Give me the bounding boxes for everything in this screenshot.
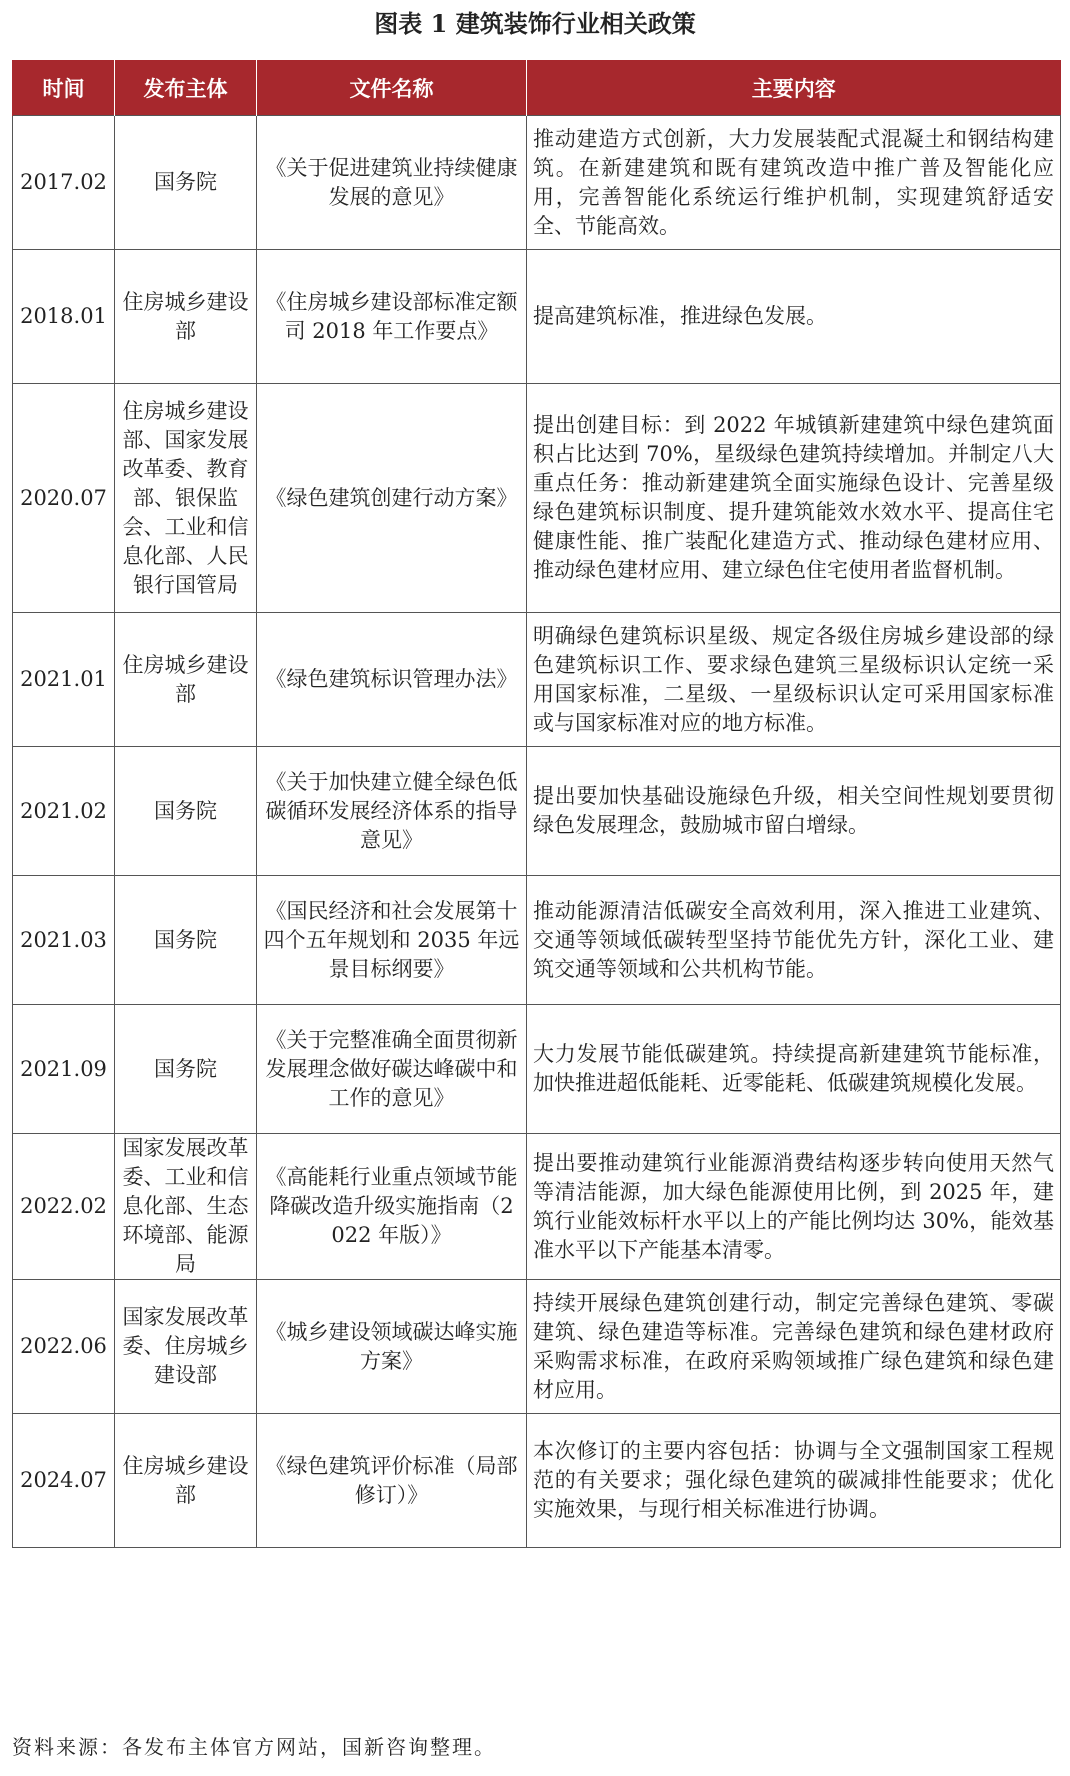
cell-time: 2018.01 [13,250,115,384]
table-row [13,747,1061,876]
cell-document: 《关于加快建立健全绿色低碳循环发展经济体系的指导意见》 [257,747,527,876]
cell-issuer: 国务院 [115,1005,257,1134]
header-issuer: 发布主体 [115,60,257,116]
cell-time: 2022.06 [13,1280,115,1414]
table-header-row [13,60,1061,116]
table-row [13,1134,1061,1280]
cell-issuer: 住房城乡建设部 [115,250,257,384]
policy-table [12,60,1061,1548]
cell-content: 明确绿色建筑标识星级、规定各级住房城乡建设部的绿色建筑标识工作、要求绿色建筑三星级标识认定统一采用国家标准，二星级、一星级标识认定可采用国家标准或与国家标准对应的地方标准。 [527,613,1061,747]
cell-issuer: 住房城乡建设部、国家发展改革委、教育部、银保监会、工业和信息化部、人民银行国管局 [115,384,257,613]
cell-content: 提出创建目标：到 2022 年城镇新建建筑中绿色建筑面积占比达到 70%，星级绿色建筑持续增加。并制定八大重点任务：推动新建建筑全面实施绿色设计、完善星级绿色建筑标识制度、提升建筑能效水效水平、提高住宅健康性能、推广装配化建造方式、推动绿色建材应用、推动绿色建材应用、建立绿色住宅使用者监督机制。 [527,384,1061,613]
table-title: 图表 1 建筑装饰行业相关政策 [374,9,696,38]
cell-issuer: 国务院 [115,747,257,876]
cell-document: 《住房城乡建设部标准定额司 2018 年工作要点》 [257,250,527,384]
cell-time: 2022.02 [13,1134,115,1280]
table-row [13,1414,1061,1548]
header-document: 文件名称 [257,60,527,116]
cell-document: 《绿色建筑评价标准（局部修订）》 [257,1414,527,1548]
cell-content: 本次修订的主要内容包括：协调与全文强制国家工程规范的有关要求；强化绿色建筑的碳减排性能要求；优化实施效果，与现行相关标准进行协调。 [527,1414,1061,1548]
cell-document: 《关于促进建筑业持续健康发展的意见》 [257,116,527,250]
header-content: 主要内容 [527,60,1061,116]
cell-content: 持续开展绿色建筑创建行动，制定完善绿色建筑、零碳建筑、绿色建造等标准。完善绿色建筑和绿色建材政府采购需求标准，在政府采购领域推广绿色建筑和绿色建材应用。 [527,1280,1061,1414]
cell-document: 《国民经济和社会发展第十四个五年规划和 2035 年远景目标纲要》 [257,876,527,1005]
header-time: 时间 [13,60,115,116]
table-row [13,1005,1061,1134]
cell-issuer: 国家发展改革委、工业和信息化部、生态环境部、能源局 [115,1134,257,1280]
cell-content: 大力发展节能低碳建筑。持续提高新建建筑节能标准，加快推进超低能耗、近零能耗、低碳建筑规模化发展。 [527,1005,1061,1134]
cell-issuer: 国家发展改革委、住房城乡建设部 [115,1280,257,1414]
cell-document: 《关于完整准确全面贯彻新发展理念做好碳达峰碳中和工作的意见》 [257,1005,527,1134]
table-row [13,876,1061,1005]
table-row [13,384,1061,613]
cell-content: 提出要推动建筑行业能源消费结构逐步转向使用天然气等清洁能源，加大绿色能源使用比例，到 2025 年，建筑行业能效标杆水平以上的产能比例均达 30%，能效基准水平以下产能基本清零。 [527,1134,1061,1280]
cell-document: 《绿色建筑创建行动方案》 [257,384,527,613]
cell-issuer: 住房城乡建设部 [115,1414,257,1548]
cell-time: 2020.07 [13,384,115,613]
source-note: 资料来源：各发布主体官方网站，国新咨询整理。 [12,1735,496,1759]
table-row [13,613,1061,747]
cell-issuer: 国务院 [115,876,257,1005]
cell-time: 2021.01 [13,613,115,747]
cell-content: 提高建筑标准，推进绿色发展。 [527,250,1061,384]
cell-issuer: 国务院 [115,116,257,250]
cell-document: 《城乡建设领域碳达峰实施方案》 [257,1280,527,1414]
cell-time: 2021.02 [13,747,115,876]
cell-time: 2021.03 [13,876,115,1005]
cell-time: 2024.07 [13,1414,115,1548]
table-row [13,250,1061,384]
cell-document: 《绿色建筑标识管理办法》 [257,613,527,747]
cell-issuer: 住房城乡建设部 [115,613,257,747]
cell-time: 2017.02 [13,116,115,250]
table-row [13,1280,1061,1414]
cell-content: 提出要加快基础设施绿色升级，相关空间性规划要贯彻绿色发展理念，鼓励城市留白增绿。 [527,747,1061,876]
table-row [13,116,1061,250]
cell-document: 《高能耗行业重点领域节能降碳改造升级实施指南（2022 年版）》 [257,1134,527,1280]
cell-content: 推动能源清洁低碳安全高效利用，深入推进工业建筑、交通等领域低碳转型坚持节能优先方针，深化工业、建筑交通等领域和公共机构节能。 [527,876,1061,1005]
cell-content: 推动建造方式创新，大力发展装配式混凝土和钢结构建筑。在新建建筑和既有建筑改造中推广普及智能化应用，完善智能化系统运行维护机制，实现建筑舒适安全、节能高效。 [527,116,1061,250]
cell-time: 2021.09 [13,1005,115,1134]
